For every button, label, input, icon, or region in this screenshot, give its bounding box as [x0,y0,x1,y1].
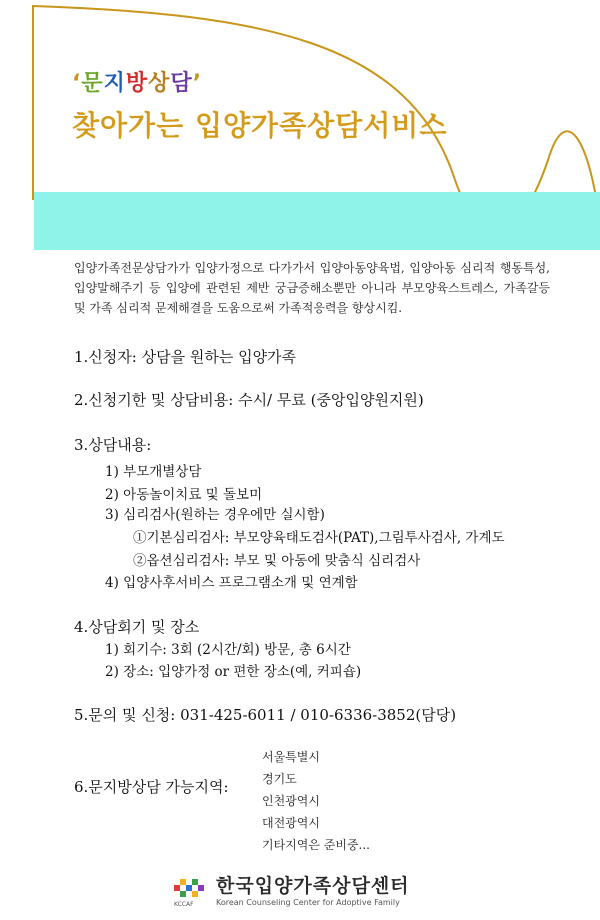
content-item-3a: ①기본심리검사: 부모양육태도검사(PAT),그림투사검사, 가계도 [133,530,505,546]
intro-paragraph: 입양가족전문상담가가 입양가정으로 다가가서 입양아동양육법, 입양아동 심리적 행동특성, 입양말해주기 등 입양에 관련된 제반 궁금증해소뿐만 아니라 부모양육스트레스, 가족갈등 및 가족 심리적 문제해결을 도움으로써 가족적응력을 향상시킴. [74,261,550,315]
region-item: 인천광역시 [262,794,320,808]
regions-list [262,746,370,856]
section-session-place: 4.상담회기 및 장소 [74,618,200,636]
footer-logo [174,876,410,907]
session-item-1: 1) 회기수: 3회 (2시간/회) 방문, 총 6시간 [105,642,351,658]
content-item-3b: ②옵션심리검사: 부모 및 아동에 맞춤식 심리검사 [133,553,421,569]
hero-title: 찾아가는 입양가족상담서비스 [72,109,448,142]
session-item-2: 2) 장소: 입양가정 or 편한 장소(예, 커피숍) [105,664,362,680]
logo-abbrev: KCCAF [174,900,194,908]
section-content-heading: 3.상담내용: [74,436,152,454]
hero-tag: ‘문지방상담’ [72,71,203,96]
center-name: 한국입양가족상담센터 [216,875,410,897]
section-applicant: 1.신청자: 상담을 원하는 입양가족 [74,348,297,366]
content-item-2: 2) 아동놀이치료 및 돌보미 [105,487,263,503]
kccaf-logo-icon [174,877,208,907]
region-item: 대전광역시 [262,816,320,830]
region-item: 기타지역은 준비중... [262,838,370,852]
region-item: 서울특별시 [262,750,320,764]
content-item-1: 1) 부모개별상담 [105,464,202,480]
content-item-3: 3) 심리검사(원하는 경우에만 실시함) [105,507,325,523]
cyan-banner-band [34,192,600,250]
section-contact: 5.문의 및 신청: 031-425-6011 / 010-6336-3852(담당) [74,706,457,724]
region-item: 경기도 [262,772,297,786]
content-item-4: 4) 입양사후서비스 프로그램소개 및 연계함 [105,575,358,591]
section-deadline-cost: 2.신청기한 및 상담비용: 수시/ 무료 (중앙입양원지원) [74,391,424,409]
section-regions-heading: 6.문지방상담 가능지역: [74,778,229,796]
center-english-name: Korean Counseling Center for Adoptive Family [216,898,400,907]
